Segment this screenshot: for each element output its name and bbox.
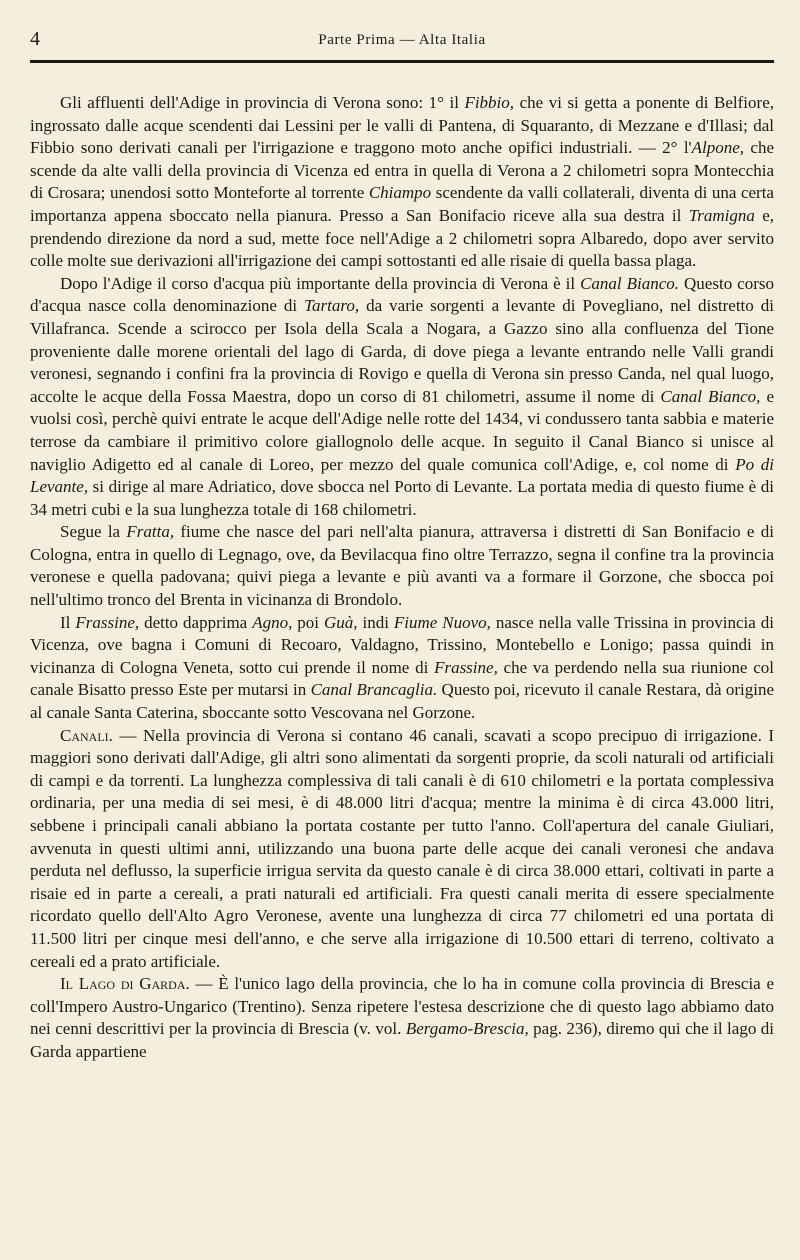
italic-term: Po di Levante,	[30, 454, 774, 497]
text-run: si dirige al mare Adriatico, dove sbocca nel Porto di Levante. La portata media di questo fiume è di 34 metri cubi e la sua lunghezza totale di 168 chilometri.	[30, 477, 774, 519]
text-run: Questo poi, ricevuto il canale Restara, dà origine al canale Santa Caterina, sboccante sotto Vescovana nel Gorzone.	[30, 680, 774, 723]
text-run: che va perdendo nella sua riunione col canale Bisatto presso Este per mutarsi in	[30, 657, 774, 700]
italic-term: Tartaro,	[304, 296, 360, 316]
text-run: fiume che nasce del pari nell'alta pianura, attraversa i distretti di San Bonifacio e di Cologna, entra in quello di Legnago, ove, da Bevilacqua fino oltre Terrazzo, segna il confine tra la provincia veronese e quella padovana; quivi piega a levante e più avanti va a formare il Gorzone, che sbocca poi nell'ultimo tronco del Brenta in vicinanza di Brondolo.	[30, 522, 774, 610]
paragraph	[30, 92, 774, 273]
italic-term: Canal Bianco,	[660, 386, 761, 406]
running-head: Parte Prima — Alta Italia	[318, 32, 486, 48]
text-run: scendente da valli collaterali, diventa di una certa importanza appena sboccato nella pianura. Presso a San Bonifacio riceve alla sua destra il	[30, 183, 774, 225]
text-run: che scende da alte valli della provincia di Vicenza ed entra in quella di Verona a 2 chilometri sopra Montecchia di Crosara; unendosi sotto Monteforte al torrente	[30, 138, 774, 203]
italic-term: Canal Brancaglia.	[310, 680, 438, 700]
italic-term: Chiampo	[368, 183, 432, 203]
paragraph	[30, 521, 774, 611]
text-run: e, prendendo direzione da nord a sud, mette foce nell'Adige a 2 chilometri sopra Albaredo, dopo aver servito colle molte sue derivazioni all'irrigazione dei campi sottostanti ed alle risaie di quella bassa plaga.	[30, 205, 775, 271]
paragraph	[30, 612, 774, 725]
italic-term: Alpone,	[691, 138, 745, 158]
paragraph	[30, 725, 774, 974]
text-run: nasce nella valle Trissina in provincia di Vicenza, ove bagna i Comuni di Recoaro, Valdagno, Trissino, Montebello e Lonigo; passa quindi in vicinanza di Cologna Veneta, sotto cui prende il nome di	[30, 612, 774, 677]
italic-term: Tramigna	[688, 205, 755, 225]
italic-term: Fiume Nuovo,	[393, 612, 491, 632]
text-run: — È l'unico lago della provincia, che lo ha in comune colla provincia di Brescia e coll'Impero Austro-Ungarico (Trentino). Senza ripetere l'estesa descrizione che di questo lago abbiamo dato nei cenni descrittivi per la provincia di Brescia (v. vol.	[30, 974, 774, 1039]
text-run: da varie sorgenti a levante di Povegliano, nel distretto di Villafranca. Scende a scirocco per Isola della Scala a Nogara, a Gazzo sino alla confluenza del Tione proveniente dalle morene orientali del lago di Garda, di dove piega a levante entrando nelle Valli grandi veronesi, segnando i confini fra la provincia di Rovigo e quella di Verona sin presso Canda, nel qual luogo, accolte le acque della Fossa Maestra, dopo un corso di 81 chilometri, assume il nome di	[30, 296, 774, 406]
header-rule	[30, 60, 774, 63]
paragraph	[30, 973, 774, 1063]
text-run: pag. 236), diremo qui che il lago di Garda appartiene	[30, 1019, 774, 1061]
italic-term: Canal Bianco.	[580, 273, 680, 293]
text-run: poi	[292, 612, 324, 632]
body-text	[30, 92, 774, 1064]
italic-term: Frassine,	[75, 612, 140, 632]
text-run: Gli affluenti dell'Adige in provincia di Verona sono: 1° il	[60, 93, 465, 112]
text-run: e vuolsi così, perchè quivi entrate le acque dell'Adige nelle rotte del 1434, vi condussero tanta sabbia e materie terrose da cambiare il primitivo colore giallognolo delle acque. In seguito il Canal Bianco si unisce al naviglio Adigetto ed al canale di Loreo, per mezzo del quale comunica coll'Adige, e, col nome di	[30, 386, 775, 474]
text-run: Segue la	[60, 522, 127, 542]
text-run: che vi si getta a ponente di Belfiore, ingrossato dalle acque scendenti dai Lessini per le valli di Pantena, di Squaranto, di Mezzane e d'Illasi; dal Fibbio sono derivati canali per l'irrigazione e traggono moto anche opifici industriali. — 2° l'	[30, 93, 774, 158]
page-header	[30, 28, 774, 58]
text-run: detto dapprima	[139, 612, 253, 632]
italic-term: Agno,	[252, 612, 293, 632]
text-run: Dopo l'Adige il corso d'acqua più importante della provincia di Verona è il	[60, 273, 581, 293]
text-run: Questo corso d'acqua nasce colla denominazione di	[30, 273, 775, 316]
section-heading: Canali.	[60, 725, 113, 745]
italic-term: Frassine,	[434, 657, 498, 677]
italic-term: Bergamo-Brescia,	[405, 1019, 529, 1039]
italic-term: Fratta,	[126, 522, 175, 542]
text-run: indi	[357, 612, 394, 632]
italic-term: Fibbio,	[464, 93, 515, 112]
section-heading: Il Lago di Garda.	[60, 974, 190, 994]
page-number: 4	[30, 28, 40, 50]
paragraph	[30, 273, 774, 522]
italic-term: Guà,	[323, 612, 358, 632]
text-run: — Nella provincia di Verona si contano 46 canali, scavati a scopo precipuo di irrigazione. I maggiori sono derivati dall'Adige, gli altri sono alimentati da sorgenti proprie, da scoli naturali od artificiali di campi e da torrenti. La lunghezza complessiva di tali canali è di 610 chilometri e la portata complessiva ordinaria, per una media di sei mesi, è di 48.000 litri d'acqua; mentre la minima è di circa 43.000 litri, sebbene i principali canali abbiano la portata costante per tutto l'anno. Coll'apertura del canale Giuliari, avvenuta in questi ultimi anni, utilizzando una buona parte delle acque dei canali veronesi che andava perduta nel deflusso, la superficie irrigua servita da questo canale è di circa 38.000 ettari, coltivati in parte a risaie ed in parte a cereali, a prati naturali ed artificiali. Fra questi canali merita di essere specialmente ricordato quello dell'Alto Agro Veronese, avente una lunghezza di circa 77 chilometri ed una portata di 11.500 litri per cinque mesi dell'anno, e che serve alla irrigazione di 10.500 ettari di terreno, coltivato a cereali ed a prato artificiale.	[30, 725, 774, 971]
text-run: Il	[60, 612, 76, 632]
